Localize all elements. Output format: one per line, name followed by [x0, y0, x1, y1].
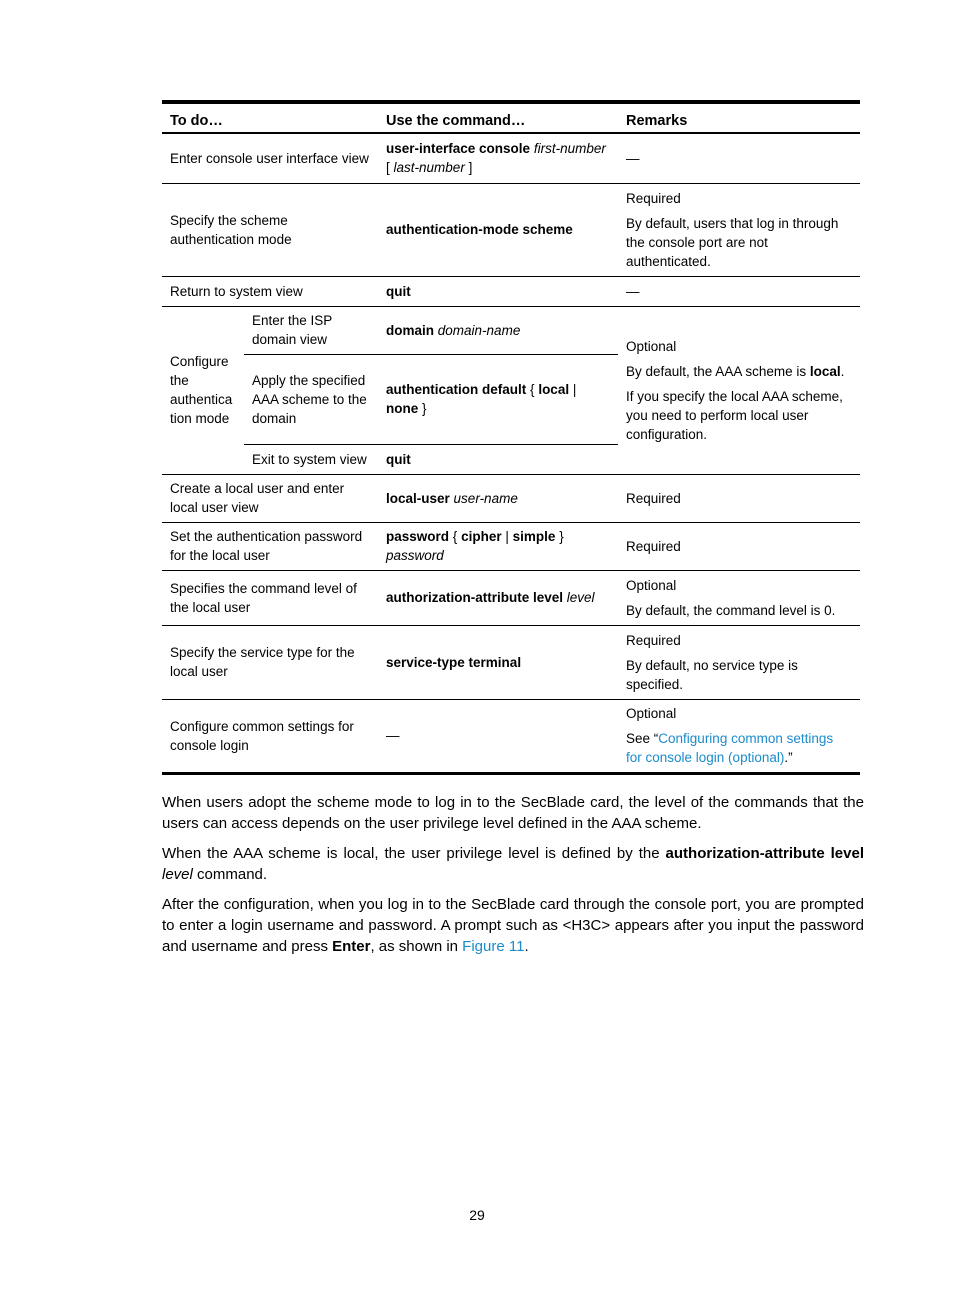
table-row	[162, 306, 860, 354]
command-keyword: authentication-mode scheme	[386, 222, 573, 237]
command-symbol: |	[572, 382, 577, 397]
table-row	[162, 570, 860, 625]
remark-line: Required	[626, 632, 681, 648]
remark-line: By default, users that log in through the console port are not authenticated.	[626, 215, 839, 269]
command-cell	[378, 133, 618, 183]
command-keyword: authentication default	[386, 382, 527, 397]
command-argument: password	[386, 548, 444, 563]
remark-keyword: local	[809, 363, 841, 379]
todo-cell: Configure common settings for console login	[162, 699, 378, 773]
command-symbol: [	[386, 160, 390, 176]
remark-line: By default, no service type is specified.	[626, 657, 798, 692]
remarks-cell	[618, 570, 860, 625]
command-symbol: ]	[468, 160, 473, 176]
command-cell	[378, 183, 618, 276]
remark-line: Optional	[626, 577, 677, 593]
remarks-cell: —	[618, 276, 860, 306]
remark-text: .”	[784, 750, 793, 765]
table-row	[162, 522, 860, 570]
command-keyword: quit	[386, 451, 411, 467]
todo-cell: Exit to system view	[244, 444, 378, 474]
paragraph-keyword: Enter	[332, 938, 371, 955]
command-keyword: password	[386, 529, 450, 544]
remark-line: Optional	[626, 338, 677, 354]
todo-cell: Enter the ISP domain view	[244, 306, 378, 354]
command-cell	[378, 570, 618, 625]
remarks-cell	[618, 699, 860, 773]
command-keyword: quit	[386, 283, 411, 299]
console-login-settings-link[interactable]: Configuring common settings for console login (optional)	[626, 731, 834, 765]
body-text	[162, 792, 864, 966]
command-keyword: local-user	[386, 490, 450, 506]
command-keyword: authorization-attribute level	[386, 590, 564, 605]
command-cell: —	[378, 699, 618, 773]
todo-cell: Create a local user and enter local user view	[162, 474, 378, 522]
remarks-cell	[618, 306, 860, 474]
remarks-cell: Required	[618, 522, 860, 570]
remark-text: By default, the AAA scheme is	[626, 363, 807, 379]
table-row	[162, 183, 860, 276]
command-argument: level	[566, 590, 595, 605]
table-row	[162, 699, 860, 773]
table-row	[162, 474, 860, 522]
command-argument: last-number	[393, 160, 465, 176]
figure-11-link[interactable]: Figure 11	[462, 938, 525, 955]
paragraph	[162, 843, 864, 885]
command-keyword: service-type terminal	[386, 654, 522, 670]
command-table	[162, 100, 860, 775]
header-todo: To do…	[162, 102, 378, 133]
command-cell	[378, 354, 618, 444]
command-argument: first-number	[533, 141, 606, 157]
remark-line: If you specify the local AAA scheme, you need to perform local user configuration.	[626, 388, 843, 442]
remark-line	[626, 362, 852, 381]
remark-line	[626, 729, 852, 767]
todo-cell: Enter console user interface view	[162, 133, 378, 183]
command-cell	[378, 522, 618, 570]
todo-cell: Return to system view	[162, 276, 378, 306]
command-argument: user-name	[453, 490, 518, 506]
paragraph-text: .	[524, 938, 529, 955]
command-argument: domain-name	[437, 322, 521, 338]
command-keyword: local	[538, 382, 570, 397]
paragraph-keyword: authorization-attribute level	[665, 845, 864, 862]
paragraph-text: command.	[197, 866, 268, 883]
todo-cell: Specifies the command level of the local user	[162, 570, 378, 625]
command-symbol: {	[530, 382, 535, 397]
command-cell	[378, 444, 618, 474]
command-keyword: user-interface console	[386, 141, 531, 157]
table-row	[162, 276, 860, 306]
paragraph: When users adopt the scheme mode to log in to the SecBlade card, the level of the commands that the users can access depends on the user privilege level defined in the AAA scheme.	[162, 794, 864, 832]
table-row	[162, 625, 860, 699]
paragraph-text: , as shown in	[370, 938, 458, 955]
paragraph-argument: level	[162, 866, 193, 883]
remark-line: Optional	[626, 706, 677, 721]
command-symbol: }	[422, 401, 427, 416]
remarks-cell	[618, 183, 860, 276]
command-keyword: cipher	[461, 529, 502, 544]
paragraph	[162, 894, 864, 957]
command-symbol: |	[505, 529, 509, 544]
remarks-cell	[618, 625, 860, 699]
page-number: 29	[469, 1207, 485, 1223]
paragraph-text: After the configuration, when you log in to the SecBlade card through the console port, you are prompted to enter a login username and password. A prompt such as <H3C> appears after you input the password and username and press	[162, 896, 864, 955]
command-cell	[378, 276, 618, 306]
remark-text: .	[840, 363, 845, 379]
command-symbol: {	[452, 529, 458, 544]
header-command: Use the command…	[378, 102, 618, 133]
todo-cell: Set the authentication password for the local user	[162, 522, 378, 570]
remark-text: See “	[626, 731, 659, 746]
command-keyword: simple	[512, 529, 556, 544]
remarks-cell: —	[618, 133, 860, 183]
command-cell	[378, 306, 618, 354]
todo-cell: Apply the specified AAA scheme to the domain	[244, 354, 378, 444]
header-remarks: Remarks	[618, 102, 860, 133]
table-header-row	[162, 102, 860, 133]
remark-line: Required	[626, 190, 681, 206]
command-keyword: none	[386, 401, 419, 416]
paragraph-text: When the AAA scheme is local, the user privilege level is defined by the	[162, 845, 660, 862]
remark-line: By default, the command level is 0.	[626, 602, 836, 618]
command-keyword: domain	[386, 322, 435, 338]
todo-cell: Specify the scheme authentication mode	[162, 183, 378, 276]
group-todo-cell: Configure the authentica tion mode	[162, 306, 244, 474]
command-cell	[378, 625, 618, 699]
table-row	[162, 133, 860, 183]
todo-cell: Specify the service type for the local user	[162, 625, 378, 699]
remarks-cell: Required	[618, 474, 860, 522]
command-cell	[378, 474, 618, 522]
command-symbol: }	[559, 529, 564, 544]
